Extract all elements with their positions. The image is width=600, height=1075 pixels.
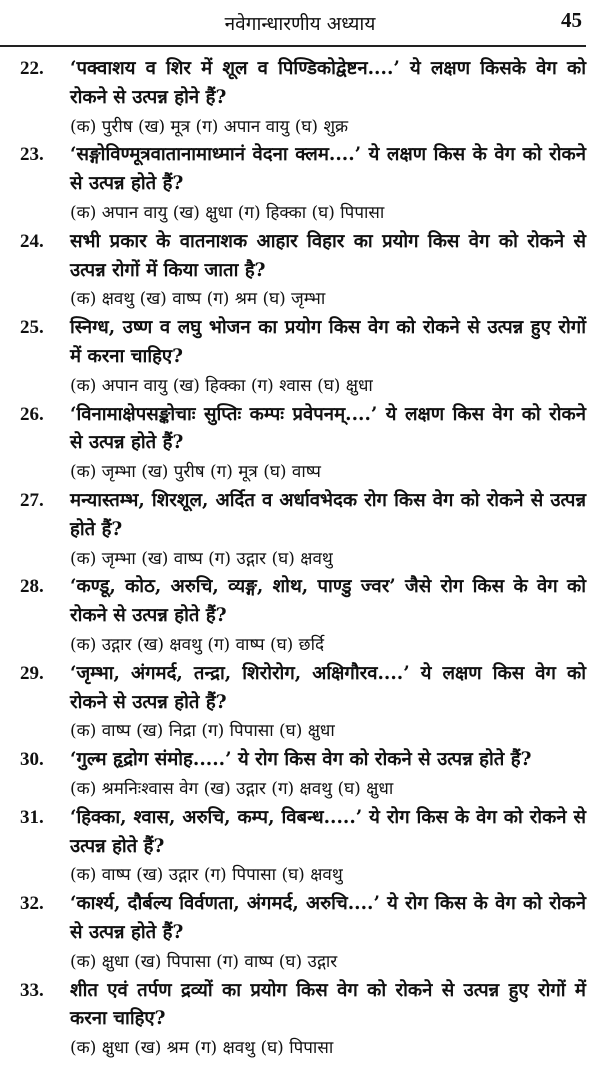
- question-body: [70, 314, 586, 400]
- question-item: [20, 746, 586, 804]
- question-options: (क) जृम्भा (ख) वाष्प (ग) उद्गार (घ) क्षवथु: [70, 548, 333, 569]
- question-text: स्निग्ध, उष्ण व लघु भोजन का प्रयोग किस वेग को रोकने से उत्पन्न हुए रोगों में करना चाहिए?: [70, 317, 586, 367]
- question-body: [70, 804, 586, 890]
- question-body: [70, 487, 586, 573]
- question-number: 25.: [20, 317, 44, 339]
- question-options: (क) क्षुधा (ख) श्रम (ग) क्षवथु (घ) पिपासा: [70, 1038, 334, 1059]
- question-text: ‘कार्श्य, दौर्बल्य विर्वणता, अंगमर्द, अरुचि....’ ये रोग किस के वेग को रोकने से उत्पन्न होते हैं?: [70, 893, 586, 943]
- question-number: 29.: [20, 662, 44, 684]
- question-text: ‘कण्डू, कोठ, अरुचि, व्यङ्ग, शोथ, पाण्डु ज्वर’ जैसे रोग किस के वेग को रोकने से उत्पन्न होते हैं?: [70, 576, 586, 627]
- question-item: [20, 487, 586, 573]
- question-text: ‘जृम्भा, अंगमर्द, तन्द्रा, शिरोरोग, अक्षिगौरव....’ ये लक्षण किस वेग को रोकने से उत्पन्न होते हैं?: [70, 662, 586, 713]
- question-number: 22.: [20, 58, 44, 79]
- question-options: (क) क्षुधा (ख) पिपासा (ग) वाष्प (घ) उद्गार: [70, 951, 338, 972]
- question-text: शीत एवं तर्पण द्रव्यों का प्रयोग किस वेग को रोकने से उत्पन्न हुए रोगों में करना चाहिए?: [70, 979, 586, 1030]
- question-item: [20, 573, 586, 659]
- question-body: [70, 55, 586, 141]
- question-item: [20, 314, 586, 400]
- question-number: 32.: [20, 893, 44, 915]
- question-item: [20, 804, 586, 890]
- chapter-title: नवेगान्धारणीय अध्याय: [224, 13, 376, 35]
- question-item: [20, 890, 586, 976]
- question-options: (क) वाष्प (ख) उद्गार (ग) पिपासा (घ) क्षवथु: [70, 865, 343, 886]
- header-rule: [0, 45, 586, 47]
- question-options: (क) क्षवथु (ख) वाष्प (ग) श्रम (घ) जृम्भा: [70, 289, 326, 310]
- question-body: [70, 977, 586, 1063]
- question-text: ‘गुल्म हृद्रोग संमोह.....’ ये रोग किस वेग को रोकने से उत्पन्न होते हैं?: [70, 749, 532, 771]
- question-number: 31.: [20, 806, 44, 828]
- question-number: 23.: [20, 144, 44, 166]
- question-text: सभी प्रकार के वातनाशक आहार विहार का प्रयोग किस वेग को रोकने से उत्पन्न रोगों में किया जाता है?: [70, 230, 586, 281]
- question-number: 27.: [20, 489, 44, 511]
- question-body: [70, 228, 586, 314]
- question-body: [70, 890, 586, 976]
- question-body: [70, 573, 586, 659]
- question-number: 30.: [20, 749, 44, 771]
- question-body: [70, 660, 586, 746]
- question-text: ‘पक्वाशय व शिर में शूल व पिण्डिकोद्वेष्टन....’ ये लक्षण किसके वेग को रोकने से उत्पन्न होने हैं?: [70, 58, 586, 108]
- question-item: [20, 55, 586, 141]
- question-item: [20, 401, 586, 487]
- question-text: ‘सङ्गोविण्मूत्रवातानामाध्मानं वेदना क्लम....’ ये लक्षण किस के वेग को रोकने से उत्पन्न होते हैं?: [70, 144, 586, 195]
- question-body: [70, 141, 586, 227]
- question-options: (क) उद्गार (ख) क्षवथु (ग) वाष्प (घ) छर्दि: [70, 634, 325, 655]
- question-list: [0, 46, 600, 1063]
- question-options: (क) श्रमनिःश्वास वेग (ख) उद्गार (ग) क्षवथु (घ) क्षुधा: [70, 778, 394, 799]
- question-options: (क) अपान वायु (ख) हिक्का (ग) श्वास (घ) क्षुधा: [70, 375, 373, 396]
- question-item: [20, 977, 586, 1063]
- page-header: [0, 0, 600, 46]
- question-number: 33.: [20, 979, 44, 1001]
- question-options: (क) पुरीष (ख) मूत्र (ग) अपान वायु (घ) शुक्र: [70, 116, 349, 137]
- question-number: 28.: [20, 576, 44, 598]
- question-text: ‘हिक्का, श्वास, अरुचि, कम्प, विबन्ध.....’ ये रोग किस के वेग को रोकने से उत्पन्न होते हैं?: [70, 806, 586, 857]
- question-body: [70, 746, 586, 804]
- question-options: (क) अपान वायु (ख) क्षुधा (ग) हिक्का (घ) पिपासा: [70, 202, 385, 223]
- question-options: (क) जृम्भा (ख) पुरीष (ग) मूत्र (घ) वाष्प: [70, 462, 321, 483]
- question-body: [70, 401, 586, 487]
- question-number: 26.: [20, 403, 44, 425]
- question-options: (क) वाष्प (ख) निद्रा (ग) पिपासा (घ) क्षुधा: [70, 721, 335, 742]
- question-item: [20, 660, 586, 746]
- question-text: मन्यास्तम्भ, शिरशूल, अर्दित व अर्धावभेदक रोग किस वेग को रोकने से उत्पन्न होते हैं?: [70, 489, 586, 540]
- question-item: [20, 228, 586, 314]
- page-number: 45: [561, 8, 582, 32]
- question-number: 24.: [20, 230, 44, 252]
- question-item: [20, 141, 586, 227]
- question-text: ‘विनामाक्षेपसङ्कोचाः सुप्तिः कम्पः प्रवेपनम्....’ ये लक्षण किस वेग को रोकने से उत्पन्न होते हैं?: [70, 403, 586, 454]
